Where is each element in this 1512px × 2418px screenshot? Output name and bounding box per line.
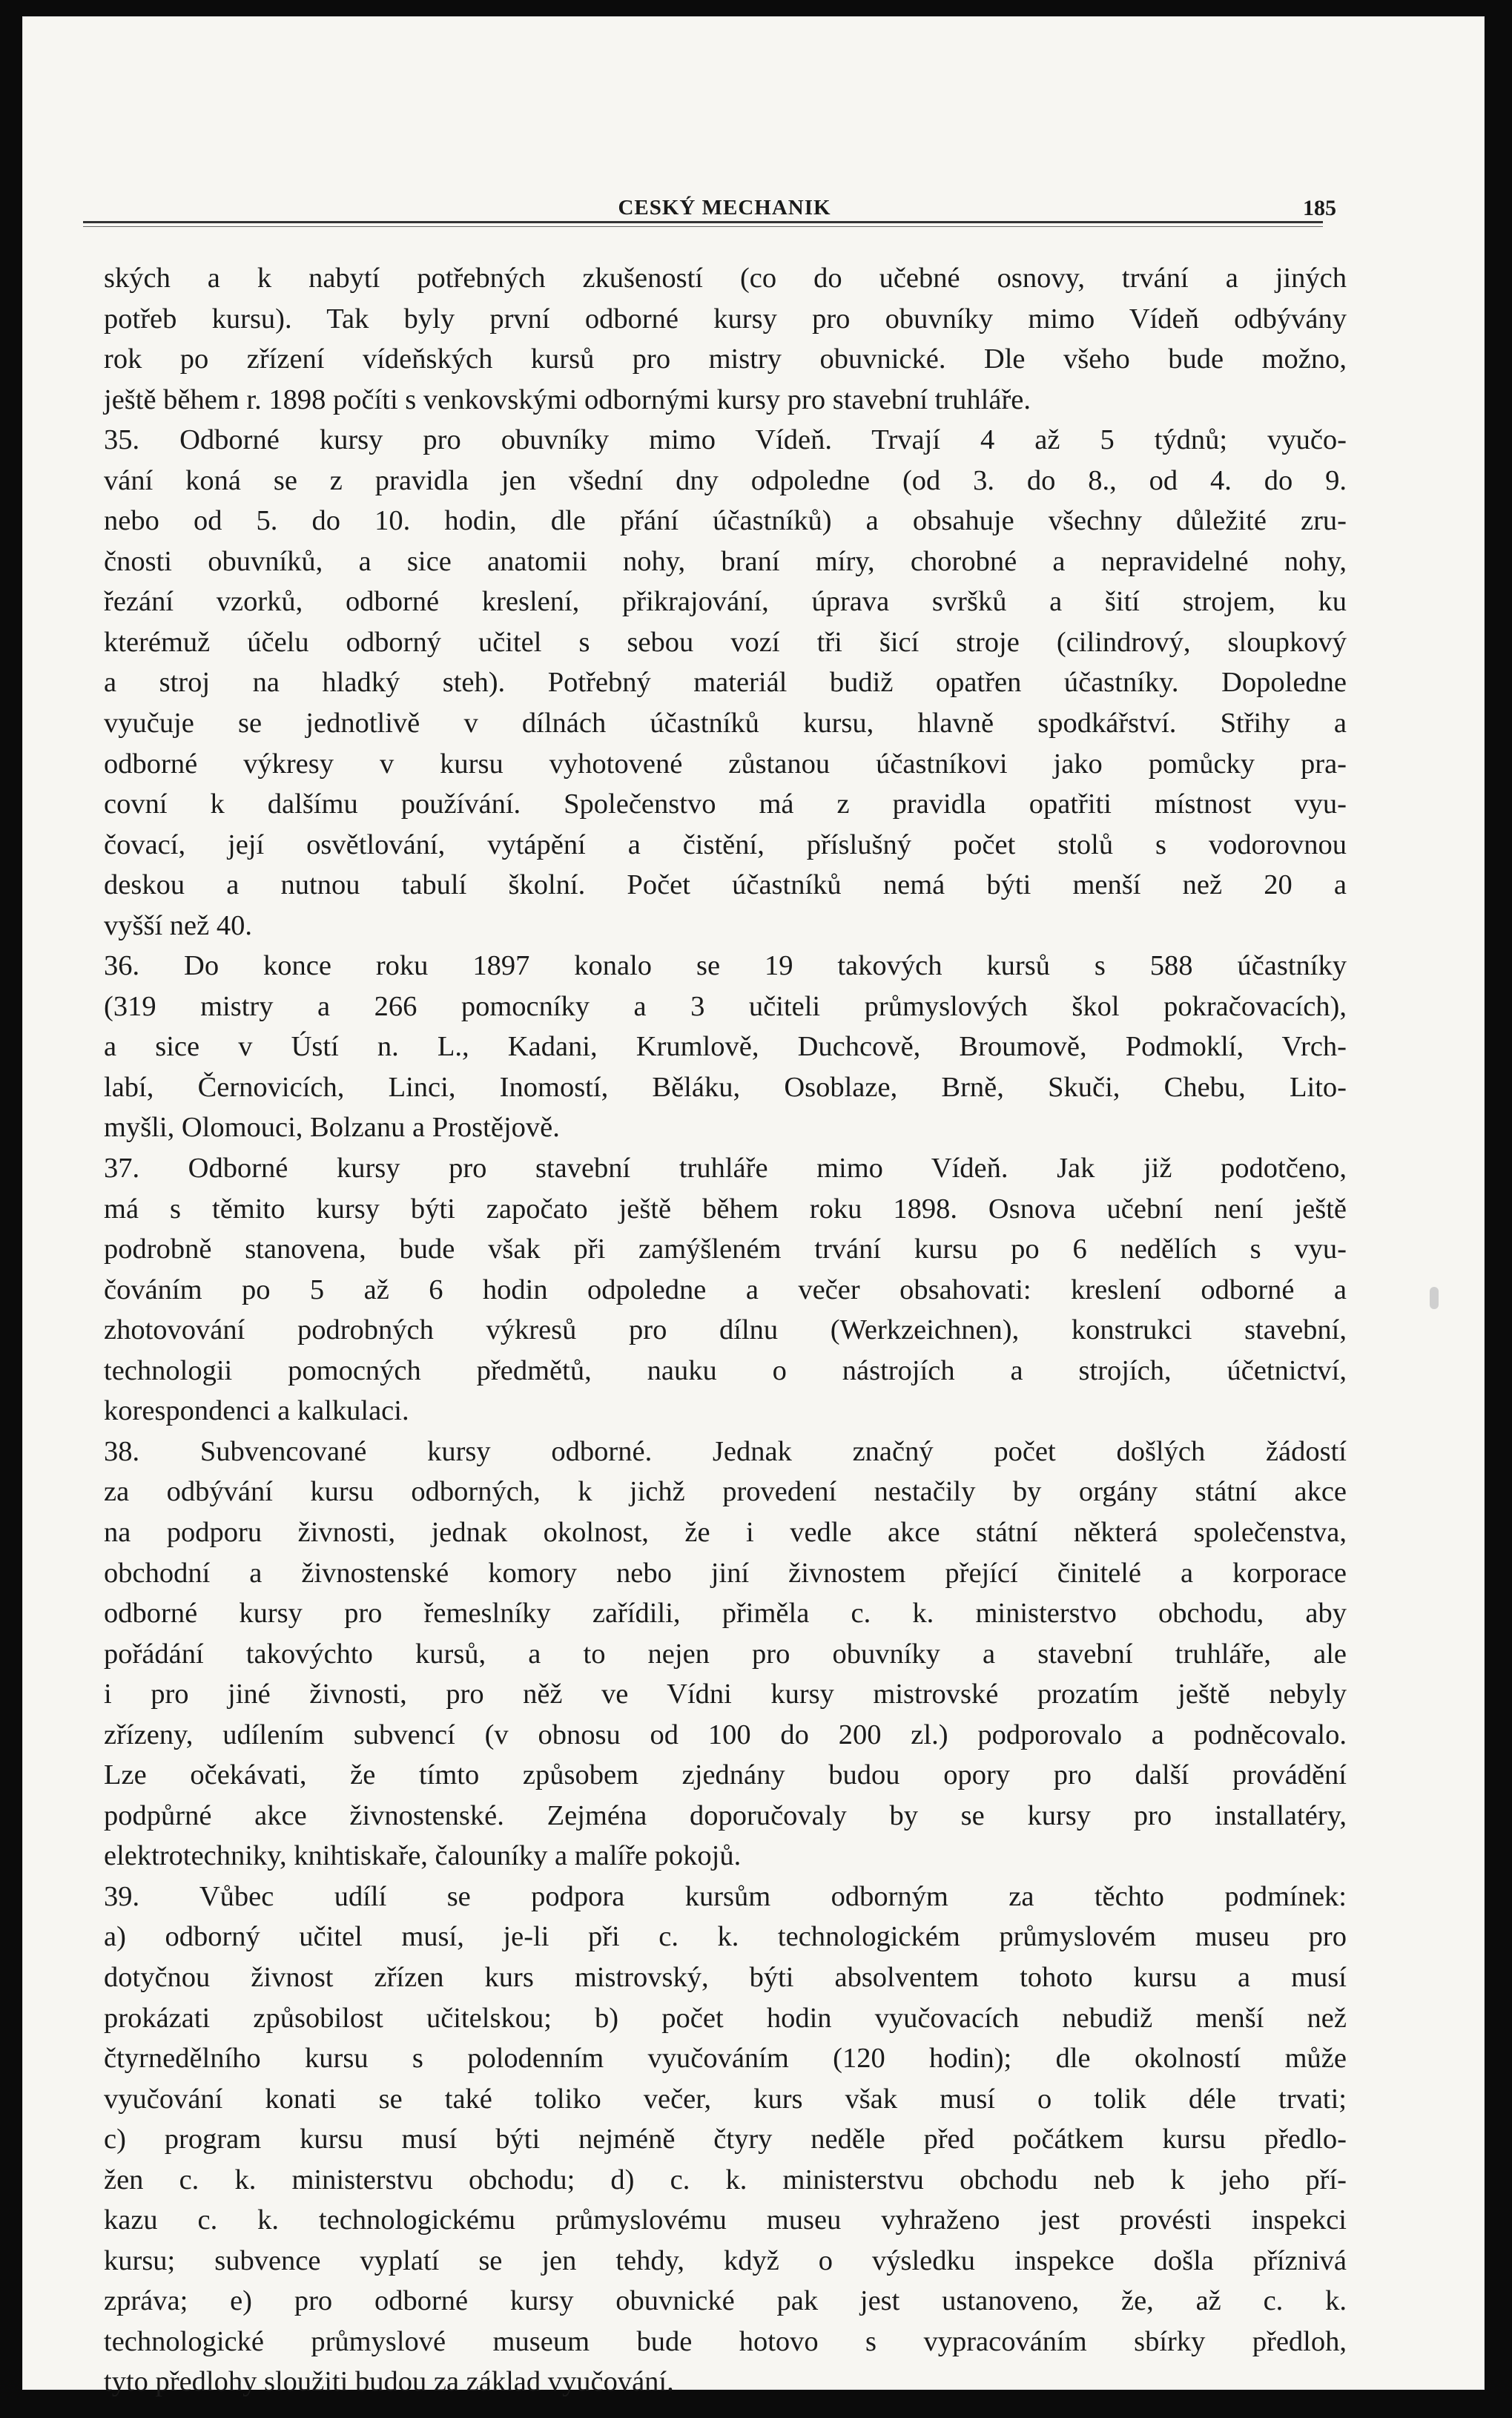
text-line: zhotovování podrobných výkresů pro dílnu (Werkzeichnen), konstrukci stavební, (104, 1314, 1347, 1346)
text-line: 35. Odborné kursy pro obuvníky mimo Vídeň. Trvají 4 až 5 týdnů; vyučo- (104, 424, 1347, 456)
text-line: ještě během r. 1898 počíti s venkovskými odbornými kursy pro stavební truhláře. (104, 383, 1031, 415)
text-line: vyšší než 40. (104, 909, 252, 941)
text-line: podrobně stanovena, bude však při zamýšleném trvání kursu po 6 nedělích s vyu- (104, 1233, 1347, 1265)
text-line: 37. Odborné kursy pro stavební truhláře mimo Vídeň. Jak již podotčeno, (104, 1153, 1347, 1185)
text-line: a) odborný učitel musí, je-li při c. k. technologickém průmyslovém museu pro (104, 1921, 1347, 1953)
text-line: tyto předlohy sloužiti budou za základ vyučování. (104, 2366, 674, 2398)
text-line: kterémuž účelu odborný učitel s sebou vozí tři šicí stroje (cilindrový, sloupkový (104, 626, 1347, 658)
header-rule-thin (83, 226, 1323, 227)
text-line: potřeb kursu). Tak byly první odborné kursy pro obuvníky mimo Vídeň odbývány (104, 303, 1347, 335)
text-line: odborné výkresy v kursu vyhotovené zůstanou účastníkovi jako pomůcky pra- (104, 748, 1347, 780)
scan-mark (1430, 1287, 1439, 1309)
text-line: čtyrnedělního kursu s polodenním vyučováním (120 hodin); dle okolností může (104, 2043, 1347, 2075)
text-line: nebo od 5. do 10. hodin, dle přání účastníků) a obsahuje všechny důležité zru- (104, 505, 1347, 537)
text-line: prokázati způsobilost učitelskou; b) počet hodin vyučovacích nebudiž menší než (104, 2002, 1347, 2034)
text-line: kazu c. k. technologickému průmyslovému museu vyhraženo jest provésti inspekci (104, 2204, 1347, 2236)
text-line: c) program kursu musí býti nejméně čtyry neděle před počátkem kursu předlo- (104, 2124, 1347, 2155)
text-line: 38. Subvencované kursy odborné. Jednak značný počet došlých žádostí (104, 1435, 1347, 1467)
text-line: obchodní a živnostenské komory nebo jiní živnostem přející činitelé a korporace (104, 1557, 1347, 1589)
text-line: vyučování konati se také toliko večer, kurs však musí o tolik déle trvati; (104, 2083, 1347, 2115)
text-line: dotyčnou živnost zřízen kurs mistrovský, býti absolventem tohoto kursu a musí (104, 1961, 1347, 1993)
text-line: má s těmito kursy býti započato ještě během roku 1898. Osnova učební není ještě (104, 1193, 1347, 1225)
text-line: (319 mistry a 266 pomocníky a 3 učiteli průmyslových škol pokračovacích), (104, 990, 1347, 1022)
header-rule-thick (83, 221, 1323, 223)
body-text (104, 258, 1347, 2402)
text-line: ských a k nabytí potřebných zkušeností (co do učebné osnovy, trvání a jiných (104, 263, 1347, 294)
text-line: čováním po 5 až 6 hodin odpoledne a večer obsahovati: kreslení odborné a (104, 1274, 1347, 1305)
text-line: pořádání takovýchto kursů, a to nejen pro obuvníky a stavební truhláře, ale (104, 1638, 1347, 1670)
text-line: za odbývání kursu odborných, k jichž provedení nestačily by orgány státní akce (104, 1476, 1347, 1508)
text-line: korespondenci a kalkulaci. (104, 1395, 409, 1427)
text-line: rok po zřízení vídeňských kursů pro mistry obuvnické. Dle všeho bude možno, (104, 343, 1347, 375)
running-header (113, 196, 1336, 233)
text-line: čnosti obuvníků, a sice anatomii nohy, braní míry, chorobné a nepravidelné nohy, (104, 545, 1347, 577)
text-line: podpůrné akce živnostenské. Zejména doporučovaly by se kursy pro installatéry, (104, 1799, 1347, 1831)
page-number: 185 (1303, 196, 1336, 220)
text-line: elektrotechniky, knihtiskaře, čalouníky a malíře pokojů. (104, 1840, 742, 1872)
text-line: deskou a nutnou tabulí školní. Počet účastníků nemá býti menší než 20 a (104, 869, 1347, 901)
text-line: odborné kursy pro řemeslníky zařídili, přiměla c. k. ministerstvo obchodu, aby (104, 1598, 1347, 1630)
text-line: na podporu živnosti, jednak okolnost, že i vedle akce státní některá společenstva, (104, 1516, 1347, 1548)
text-line: 39. Vůbec udílí se podpora kursům odborným za těchto podmínek: (104, 1880, 1347, 1912)
text-line: kursu; subvence vyplatí se jen tehdy, když o výsledku inspekce došla příznivá (104, 2244, 1347, 2276)
text-line: labí, Černovicích, Linci, Inomostí, Běláku, Osoblaze, Brně, Skuči, Chebu, Lito- (104, 1071, 1347, 1103)
text-line: i pro jiné živnosti, pro něž ve Vídni kursy mistrovské prozatím ještě nebyly (104, 1679, 1347, 1710)
text-line: zřízeny, udílením subvencí (v obnosu od 100 do 200 zl.) podporovalo a podněcovalo. (104, 1719, 1347, 1750)
text-line: a sice v Ústí n. L., Kadani, Krumlově, Duchcově, Broumově, Podmoklí, Vrch- (104, 1031, 1347, 1063)
running-title: CESKÝ MECHANIK (618, 196, 831, 220)
text-line: covní k dalšímu používání. Společenstvo má z pravidla opatřiti místnost vyu- (104, 788, 1347, 820)
text-line: čovací, její osvětlování, vytápění a čistění, příslušný počet stolů s vodorovnou (104, 828, 1347, 860)
text-line: řezání vzorků, odborné kreslení, přikrajování, úprava svršků a šití strojem, ku (104, 586, 1347, 618)
text-line: 36. Do konce roku 1897 konalo se 19 takových kursů s 588 účastníky (104, 950, 1347, 982)
text-line: zpráva; e) pro odborné kursy obuvnické pak jest ustanoveno, že, až c. k. (104, 2285, 1347, 2317)
text-line: vání koná se z pravidla jen všední dny odpoledne (od 3. do 8., od 4. do 9. (104, 464, 1347, 496)
text-line: technologické průmyslové museum bude hotovo s vypracováním sbírky předloh, (104, 2325, 1347, 2357)
text-line: technologii pomocných předmětů, nauku o nástrojích a strojích, účetnictví, (104, 1354, 1347, 1386)
text-line: myšli, Olomouci, Bolzanu a Prostějově. (104, 1112, 560, 1144)
text-line: Lze očekávati, že tímto způsobem zjednány budou opory pro další provádění (104, 1759, 1347, 1791)
text-line: žen c. k. ministerstvu obchodu; d) c. k. ministerstvu obchodu neb k jeho pří- (104, 2164, 1347, 2195)
text-line: vyučuje se jednotlivě v dílnách účastníků kursu, hlavně spodkářství. Střihy a (104, 708, 1347, 739)
text-line: a stroj na hladký steh). Potřebný materiál budiž opatřen účastníky. Dopoledne (104, 667, 1347, 699)
